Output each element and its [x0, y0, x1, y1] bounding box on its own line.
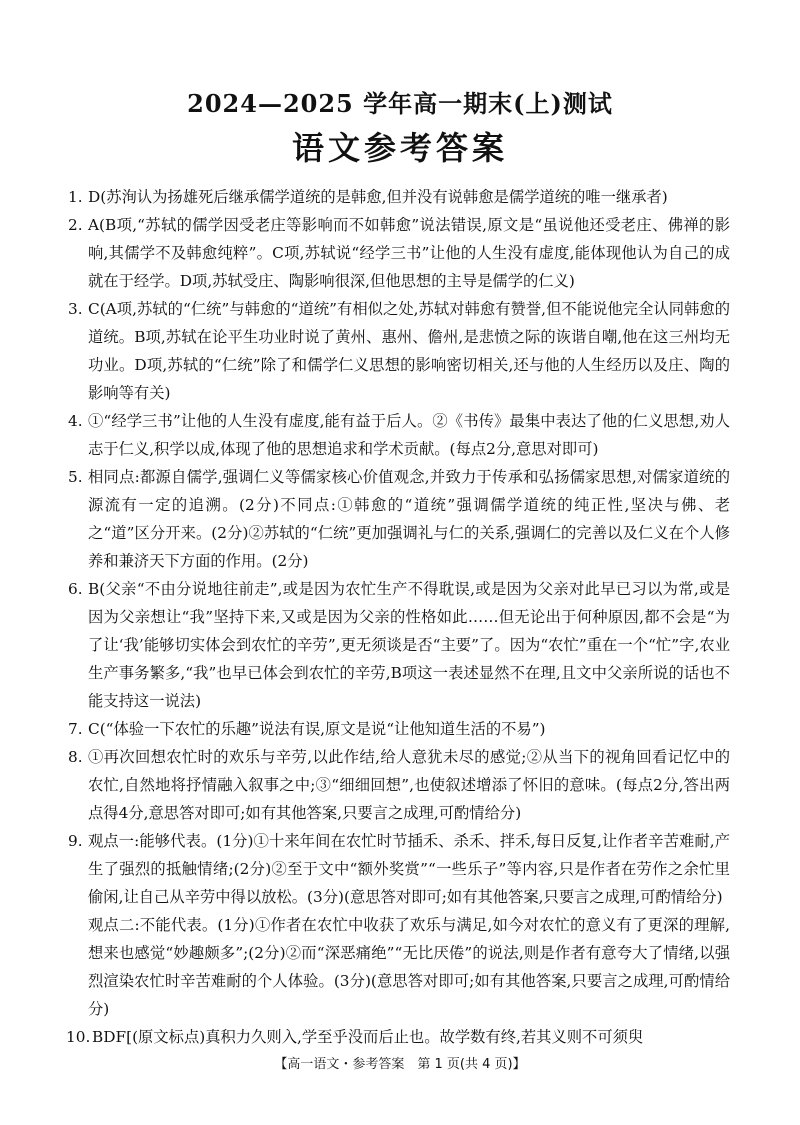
answer-number: 8. — [68, 748, 83, 766]
answer-item-8 — [70, 743, 730, 827]
answer-item-10 — [66, 1023, 730, 1051]
answer-number: 6. — [68, 580, 83, 598]
answer-number: 3. — [68, 300, 83, 318]
answer-number: 5. — [68, 468, 83, 486]
page-footer: 【高一语文・参考答案 第 1 页(共 4 页)】 — [274, 1057, 526, 1072]
answer-item-2 — [70, 211, 730, 295]
answer-text: A(B项,“苏轼的儒学因受老庄等影响而不如韩愈”说法错误,原文是“虽说他还受老庄、佛禅的影响,其儒学不及韩愈纯粹”。C项,苏轼说“经学三书”让他的人生没有虚度,能体现他认为自己的成就在于经学。D项,苏轼受庄、陶影响很深,但他思想的主导是儒学的仁义) — [88, 216, 730, 290]
answer-text: ①“经学三书”让他的人生没有虚度,能有益于后人。②《书传》最集中表达了他的仁义思想,劝人志于仁义,积学以成,体现了他的思想追求和学术贡献。(每点2分,意思对即可) — [88, 412, 730, 458]
answer-number: 9. — [68, 832, 83, 850]
answer-item-3 — [70, 295, 730, 407]
exam-title: 2024—2025 学年高一期末(上)测试 — [187, 89, 613, 118]
answer-text: 观点一:能够代表。(1分)①十来年间在农忙时节插禾、杀禾、拌禾,每日反复,让作者辛苦难耐,产生了强烈的抵触情绪;(2分)②至于文中“额外奖赏”“一些乐子”等内容,只是作者在劳作之余忙里偷闲,让自己从辛劳中得以放松。(3分)(意思答对即可;如有其他答案,只要言之成理,可酌情给分) — [88, 832, 730, 906]
answer-number: 7. — [68, 720, 83, 738]
answer-number: 4. — [68, 412, 83, 430]
answer-item-9-view-two: 观点二:不能代表。(1分)①作者在农忙中收获了欢乐与满足,如今对农忙的意义有了更深的理解,想来也感觉“妙趣颇多”;(2分)②而“深恶痛绝”“无比厌倦”的说法,则是作者有意夸大了情绪,以强烈渲染农忙时辛苦难耐的个人体验。(3分)(意思答对即可;如有其他答案,只要言之成理,可酌情给分) — [88, 916, 730, 1018]
answer-text: BDF[(原文标点)真积力久则入,学至乎没而后止也。故学数有终,若其义则不可须臾 — [92, 1028, 644, 1046]
answer-text: ①再次回想农忙时的欢乐与辛劳,以此作结,给人意犹未尽的感觉;②从当下的视角回看记忆中的农忙,自然地将抒情融入叙事之中;③“细细回想”,也使叙述增添了怀旧的意味。(每点2分,答出两点得4分,意思答对即可;如有其他答案,只要言之成理,可酌情给分) — [88, 748, 730, 822]
answer-item-7 — [70, 715, 730, 743]
document-subtitle: 语文参考答案 — [291, 129, 508, 167]
answer-item-1 — [70, 183, 730, 211]
answer-text: 相同点:都源自儒学,强调仁义等儒家核心价值观念,并致力于传承和弘扬儒家思想,对儒家道统的源流有一定的追溯。(2分)不同点:①韩愈的“道统”强调儒学道统的纯正性,坚决与佛、老之“道”区分开来。(2分)②苏轼的“仁统”更加强调礼与仁的关系,强调仁的完善以及仁义在个人修养和兼济天下方面的作用。(2分) — [88, 468, 730, 570]
answer-item-4 — [70, 407, 730, 463]
answer-text: B(父亲“不由分说地往前走”,或是因为农忙生产不得耽误,或是因为父亲对此早已习以为常,或是因为父亲想让“我”坚持下来,又或是因为父亲的性格如此……但无论出于何种原因,都不会是“为了让‘我’能够切实体会到农忙的辛劳”,更无须谈是否“主要”了。因为“农忙”重在一个“忙”字,农业生产事务繁多,“我”也早已体会到农忙的辛劳,B项这一表述显然不在理,且文中父亲所说的话也不能支持这一说法) — [88, 580, 730, 710]
answer-item-6 — [70, 575, 730, 715]
answer-item-9 — [70, 827, 730, 911]
answer-list — [66, 183, 730, 1051]
answer-text: C(A项,苏轼的“仁统”与韩愈的“道统”有相似之处,苏轼对韩愈有赞誉,但不能说他完全认同韩愈的道统。B项,苏轼在论平生功业时说了黄州、惠州、儋州,是悲愤之际的诙谐自嘲,他在这三州均无功业。D项,苏轼的“仁统”除了和儒学仁义思想的影响密切相关,还与他的人生经历以及庄、陶的影响等有关) — [88, 300, 730, 402]
answer-item-5 — [70, 463, 730, 575]
answer-number: 1. — [68, 188, 83, 206]
answer-text: D(苏洵认为扬雄死后继承儒学道统的是韩愈,但并没有说韩愈是儒学道统的唯一继承者) — [88, 188, 668, 206]
answer-number: 10. — [66, 1028, 91, 1046]
answer-text: C(“体验一下农忙的乐趣”说法有误,原文是说“让他知道生活的不易”) — [88, 720, 546, 738]
answer-number: 2. — [68, 216, 83, 234]
